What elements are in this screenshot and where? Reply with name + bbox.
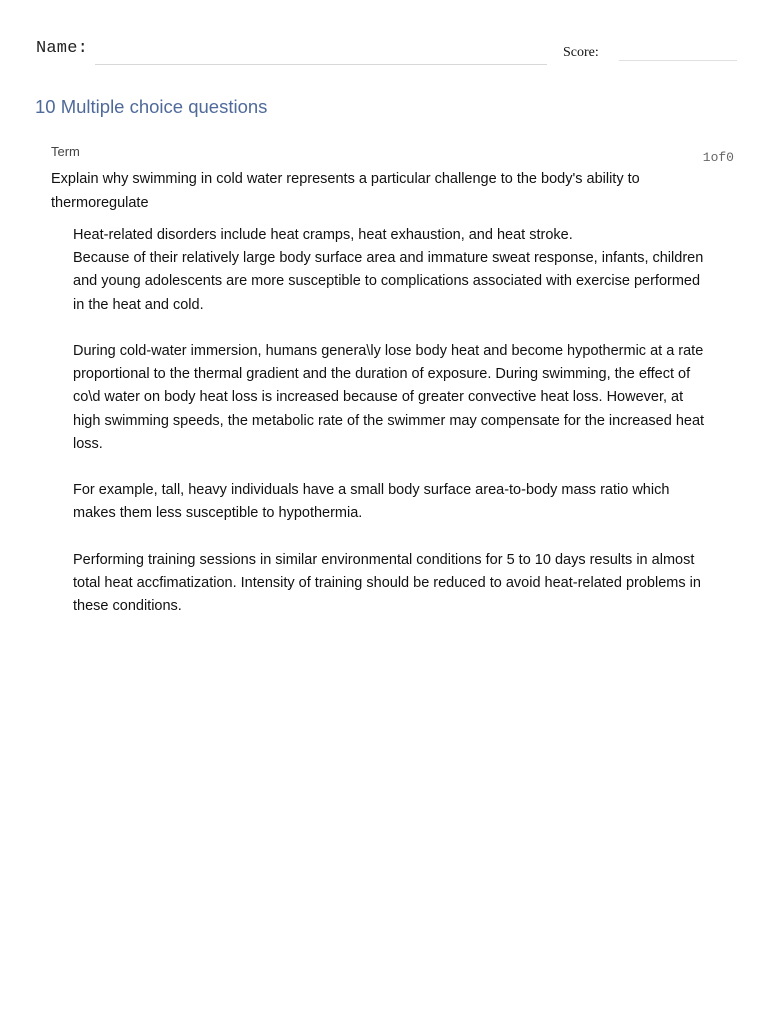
answer-paragraph-3: For example, tall, heavy individuals have a small body surface area-to-body mass ratio which makes them less susceptible to hypothermia. [73, 482, 670, 522]
name-label: Name: [36, 39, 89, 58]
answer-paragraph-1-line-2: Because of their relatively large body surface area and immature sweat response, infants, children and young adolescents are more susceptible to complications associated with exercise performed in the heat and cold. [73, 250, 704, 313]
term-label: Term [51, 144, 80, 159]
name-field-line[interactable] [95, 64, 547, 65]
score-label: Score: [563, 45, 599, 60]
answer-paragraph-1-line-1: Heat-related disorders include heat cramps, heat exhaustion, and heat stroke. [73, 227, 573, 243]
worksheet-header [0, 0, 768, 80]
section-title: 10 Multiple choice questions [35, 96, 268, 117]
answer-block [73, 224, 713, 642]
question-text: Explain why swimming in cold water represents a particular challenge to the body's ability to thermoregulate [51, 171, 640, 211]
score-field-line[interactable] [619, 60, 737, 61]
question-counter: 1of0 [702, 150, 734, 165]
answer-paragraph-4: Performing training sessions in similar environmental conditions for 5 to 10 days results in almost total heat accfimatization. Intensity of training should be reduced to avoid heat-related problems in these conditions. [73, 551, 701, 615]
answer-paragraph-2: During cold-water immersion, humans genera\ly lose body heat and become hypothermic at a rate proportional to the thermal gradient and the duration of exposure. During swimming, the effect of co\d water on body heat loss is increased because of greater convective heat loss. However, at high swimming speeds, the metabolic rate of the swimmer may compensate for the increased heat loss. [73, 343, 705, 452]
answer-paragraph-1 [73, 224, 713, 317]
